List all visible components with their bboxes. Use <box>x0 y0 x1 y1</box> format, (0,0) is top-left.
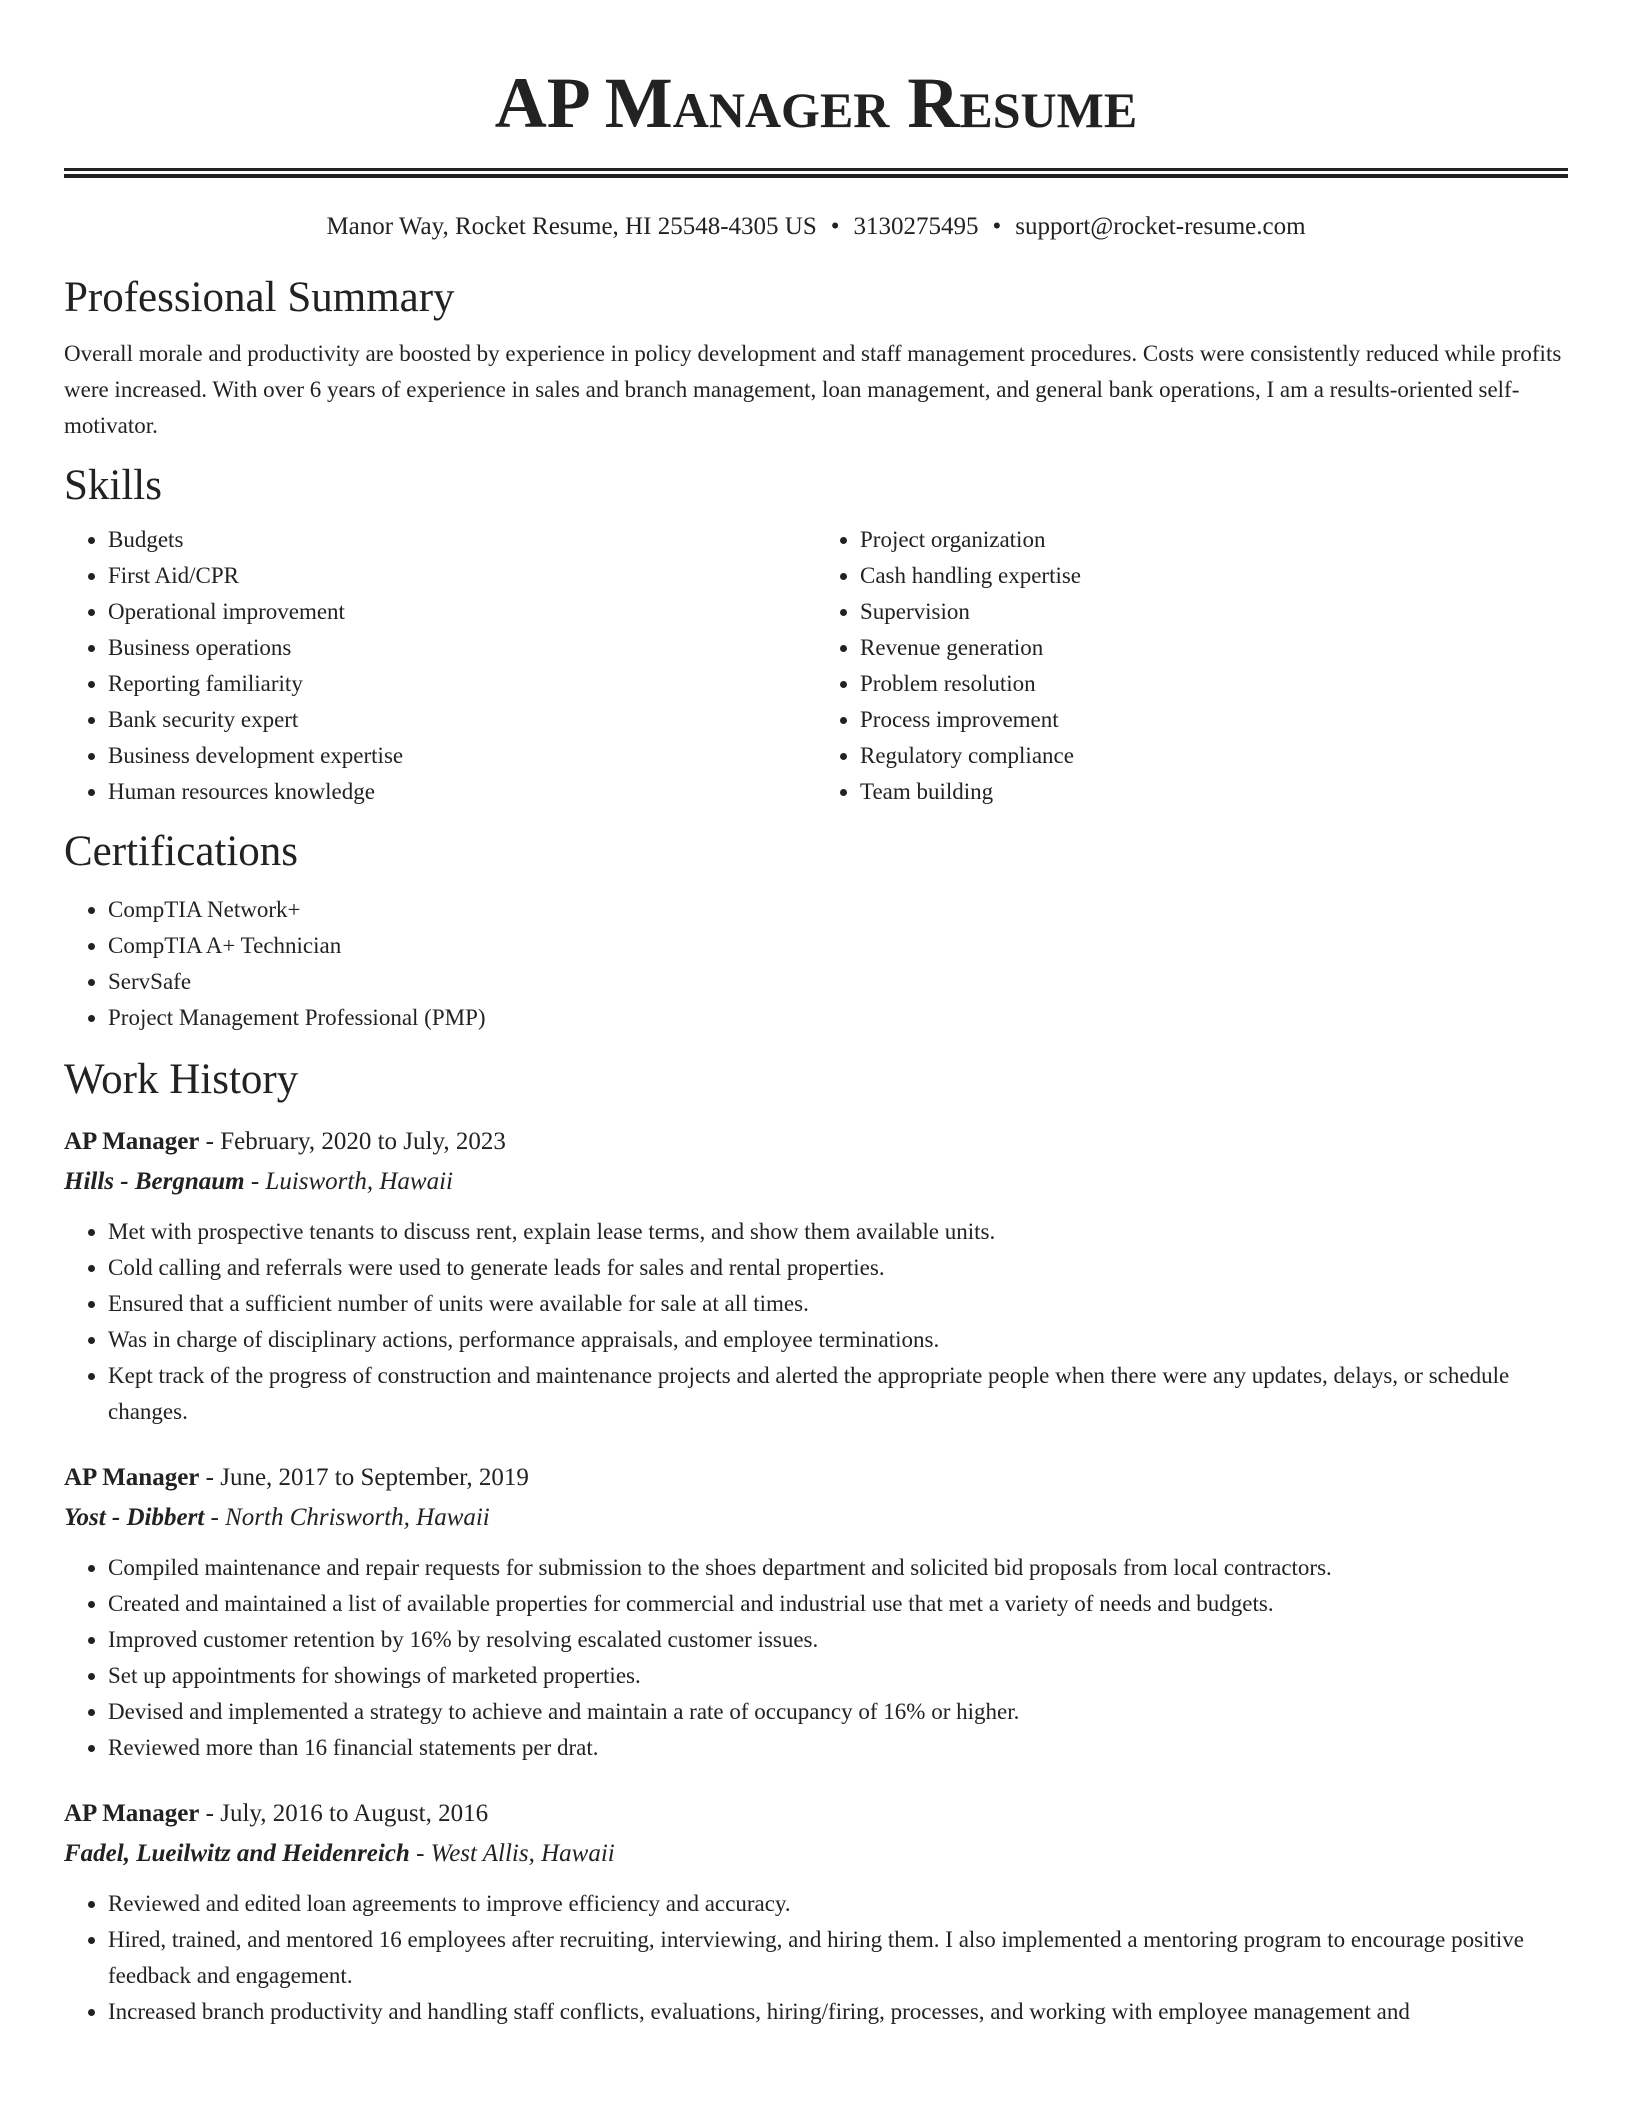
skill-item: • Business development expertise <box>108 738 816 774</box>
job-bullet: • Cold calling and referrals were used to generate leads for sales and rental properties. <box>108 1250 1568 1286</box>
certification-item: • Project Management Professional (PMP) <box>108 1000 1568 1036</box>
job-company: Yost - Dibbert <box>64 1504 205 1531</box>
skill-item: • Problem resolution <box>860 666 1568 702</box>
summary-heading: Professional Summary <box>64 274 455 321</box>
skill-item: • Human resources knowledge <box>108 774 816 810</box>
skills-heading: Skills <box>64 462 162 509</box>
contact-email: support@rocket-resume.com <box>1015 213 1306 240</box>
job-entry <box>64 1122 1568 1430</box>
certifications-list <box>64 892 1568 1036</box>
job-bullet: • Hired, trained, and mentored 16 employees after recruiting, interviewing, and hiring them. I also implemented a mentoring program to encourage positive feedback and engagement. <box>108 1922 1568 1994</box>
skill-item: • Supervision <box>860 594 1568 630</box>
job-bullet: • Met with prospective tenants to discuss rent, explain lease terms, and show them available units. <box>108 1214 1568 1250</box>
resume-title: AP Manager Resume <box>494 63 1138 143</box>
work-history-heading: Work History <box>64 1056 299 1103</box>
skill-item: • Process improvement <box>860 702 1568 738</box>
certification-item: • CompTIA A+ Technician <box>108 928 1568 964</box>
contact-address: Manor Way, Rocket Resume, HI 25548-4305 US <box>326 213 817 240</box>
skills-column-left <box>64 522 816 810</box>
job-bullet: • Devised and implemented a strategy to achieve and maintain a rate of occupancy of 16% or higher. <box>108 1694 1568 1730</box>
skill-item: • Regulatory compliance <box>860 738 1568 774</box>
job-title-line <box>64 1458 1568 1498</box>
skill-item: • Revenue generation <box>860 630 1568 666</box>
job-bullet: • Reviewed and edited loan agreements to improve efficiency and accuracy. <box>108 1886 1568 1922</box>
skill-item: • Project organization <box>860 522 1568 558</box>
job-bullet: • Was in charge of disciplinary actions, performance appraisals, and employee terminations. <box>108 1322 1568 1358</box>
job-title-line <box>64 1122 1568 1162</box>
skills-column-right <box>816 522 1568 810</box>
job-location: - West Allis, Hawaii <box>409 1840 615 1867</box>
job-role: AP Manager <box>64 1464 200 1491</box>
job-location: - North Chrisworth, Hawaii <box>204 1504 490 1531</box>
skill-item: • Cash handling expertise <box>860 558 1568 594</box>
skill-item: • Team building <box>860 774 1568 810</box>
job-company-line <box>64 1498 1568 1538</box>
job-bullet: • Reviewed more than 16 financial statements per drat. <box>108 1730 1568 1766</box>
job-bullets <box>64 1214 1568 1430</box>
skill-item: • Operational improvement <box>108 594 816 630</box>
contact-separator: • <box>830 213 840 240</box>
contact-phone: 3130275495 <box>853 213 979 240</box>
skill-item: • First Aid/CPR <box>108 558 816 594</box>
skill-item: • Reporting familiarity <box>108 666 816 702</box>
job-bullet: • Created and maintained a list of available properties for commercial and industrial use that met a variety of needs and budgets. <box>108 1586 1568 1622</box>
job-bullet: • Compiled maintenance and repair requests for submission to the shoes department and solicited bid proposals from local contractors. <box>108 1550 1568 1586</box>
skill-item: • Business operations <box>108 630 816 666</box>
job-role: AP Manager <box>64 1128 200 1155</box>
job-bullets <box>64 1550 1568 1766</box>
contact-line <box>64 210 1568 244</box>
skill-item: • Budgets <box>108 522 816 558</box>
job-entry <box>64 1794 1568 2030</box>
skills-list <box>64 522 1568 810</box>
job-bullet: • Ensured that a sufficient number of units were available for sale at all times. <box>108 1286 1568 1322</box>
job-dates: - February, 2020 to July, 2023 <box>199 1128 506 1155</box>
job-role: AP Manager <box>64 1800 200 1827</box>
title-divider <box>64 168 1568 178</box>
job-company: Fadel, Lueilwitz and Heidenreich <box>64 1840 410 1867</box>
contact-separator: • <box>992 213 1002 240</box>
skill-item: • Bank security expert <box>108 702 816 738</box>
job-bullet: • Improved customer retention by 16% by resolving escalated customer issues. <box>108 1622 1568 1658</box>
job-company: Hills - Bergnaum <box>64 1168 245 1195</box>
certification-item: • CompTIA Network+ <box>108 892 1568 928</box>
job-entry <box>64 1458 1568 1766</box>
job-bullet: • Set up appointments for showings of marketed properties. <box>108 1658 1568 1694</box>
certifications-heading: Certifications <box>64 828 299 875</box>
job-dates: - June, 2017 to September, 2019 <box>199 1464 529 1491</box>
job-bullets <box>64 1886 1568 2030</box>
job-bullet: • Increased branch productivity and handling staff conflicts, evaluations, hiring/firing, processes, and working with employee management and <box>108 1994 1568 2030</box>
job-dates: - July, 2016 to August, 2016 <box>199 1800 489 1827</box>
job-company-line <box>64 1162 1568 1202</box>
job-location: - Luisworth, Hawaii <box>244 1168 453 1195</box>
job-bullet: • Kept track of the progress of construction and maintenance projects and alerted the appropriate people when there were any updates, delays, or schedule changes. <box>108 1358 1568 1430</box>
resume-page <box>64 0 1568 2030</box>
job-title-line <box>64 1794 1568 1834</box>
certification-item: • ServSafe <box>108 964 1568 1000</box>
summary-text: Overall morale and productivity are boosted by experience in policy development and staff management procedures. Costs were consistently reduced while profits were increased. With over 6 years of experience in sales and branch management, loan management, and general bank operations, I am a results-oriented self-motivator. <box>64 341 1562 438</box>
job-company-line <box>64 1834 1568 1874</box>
